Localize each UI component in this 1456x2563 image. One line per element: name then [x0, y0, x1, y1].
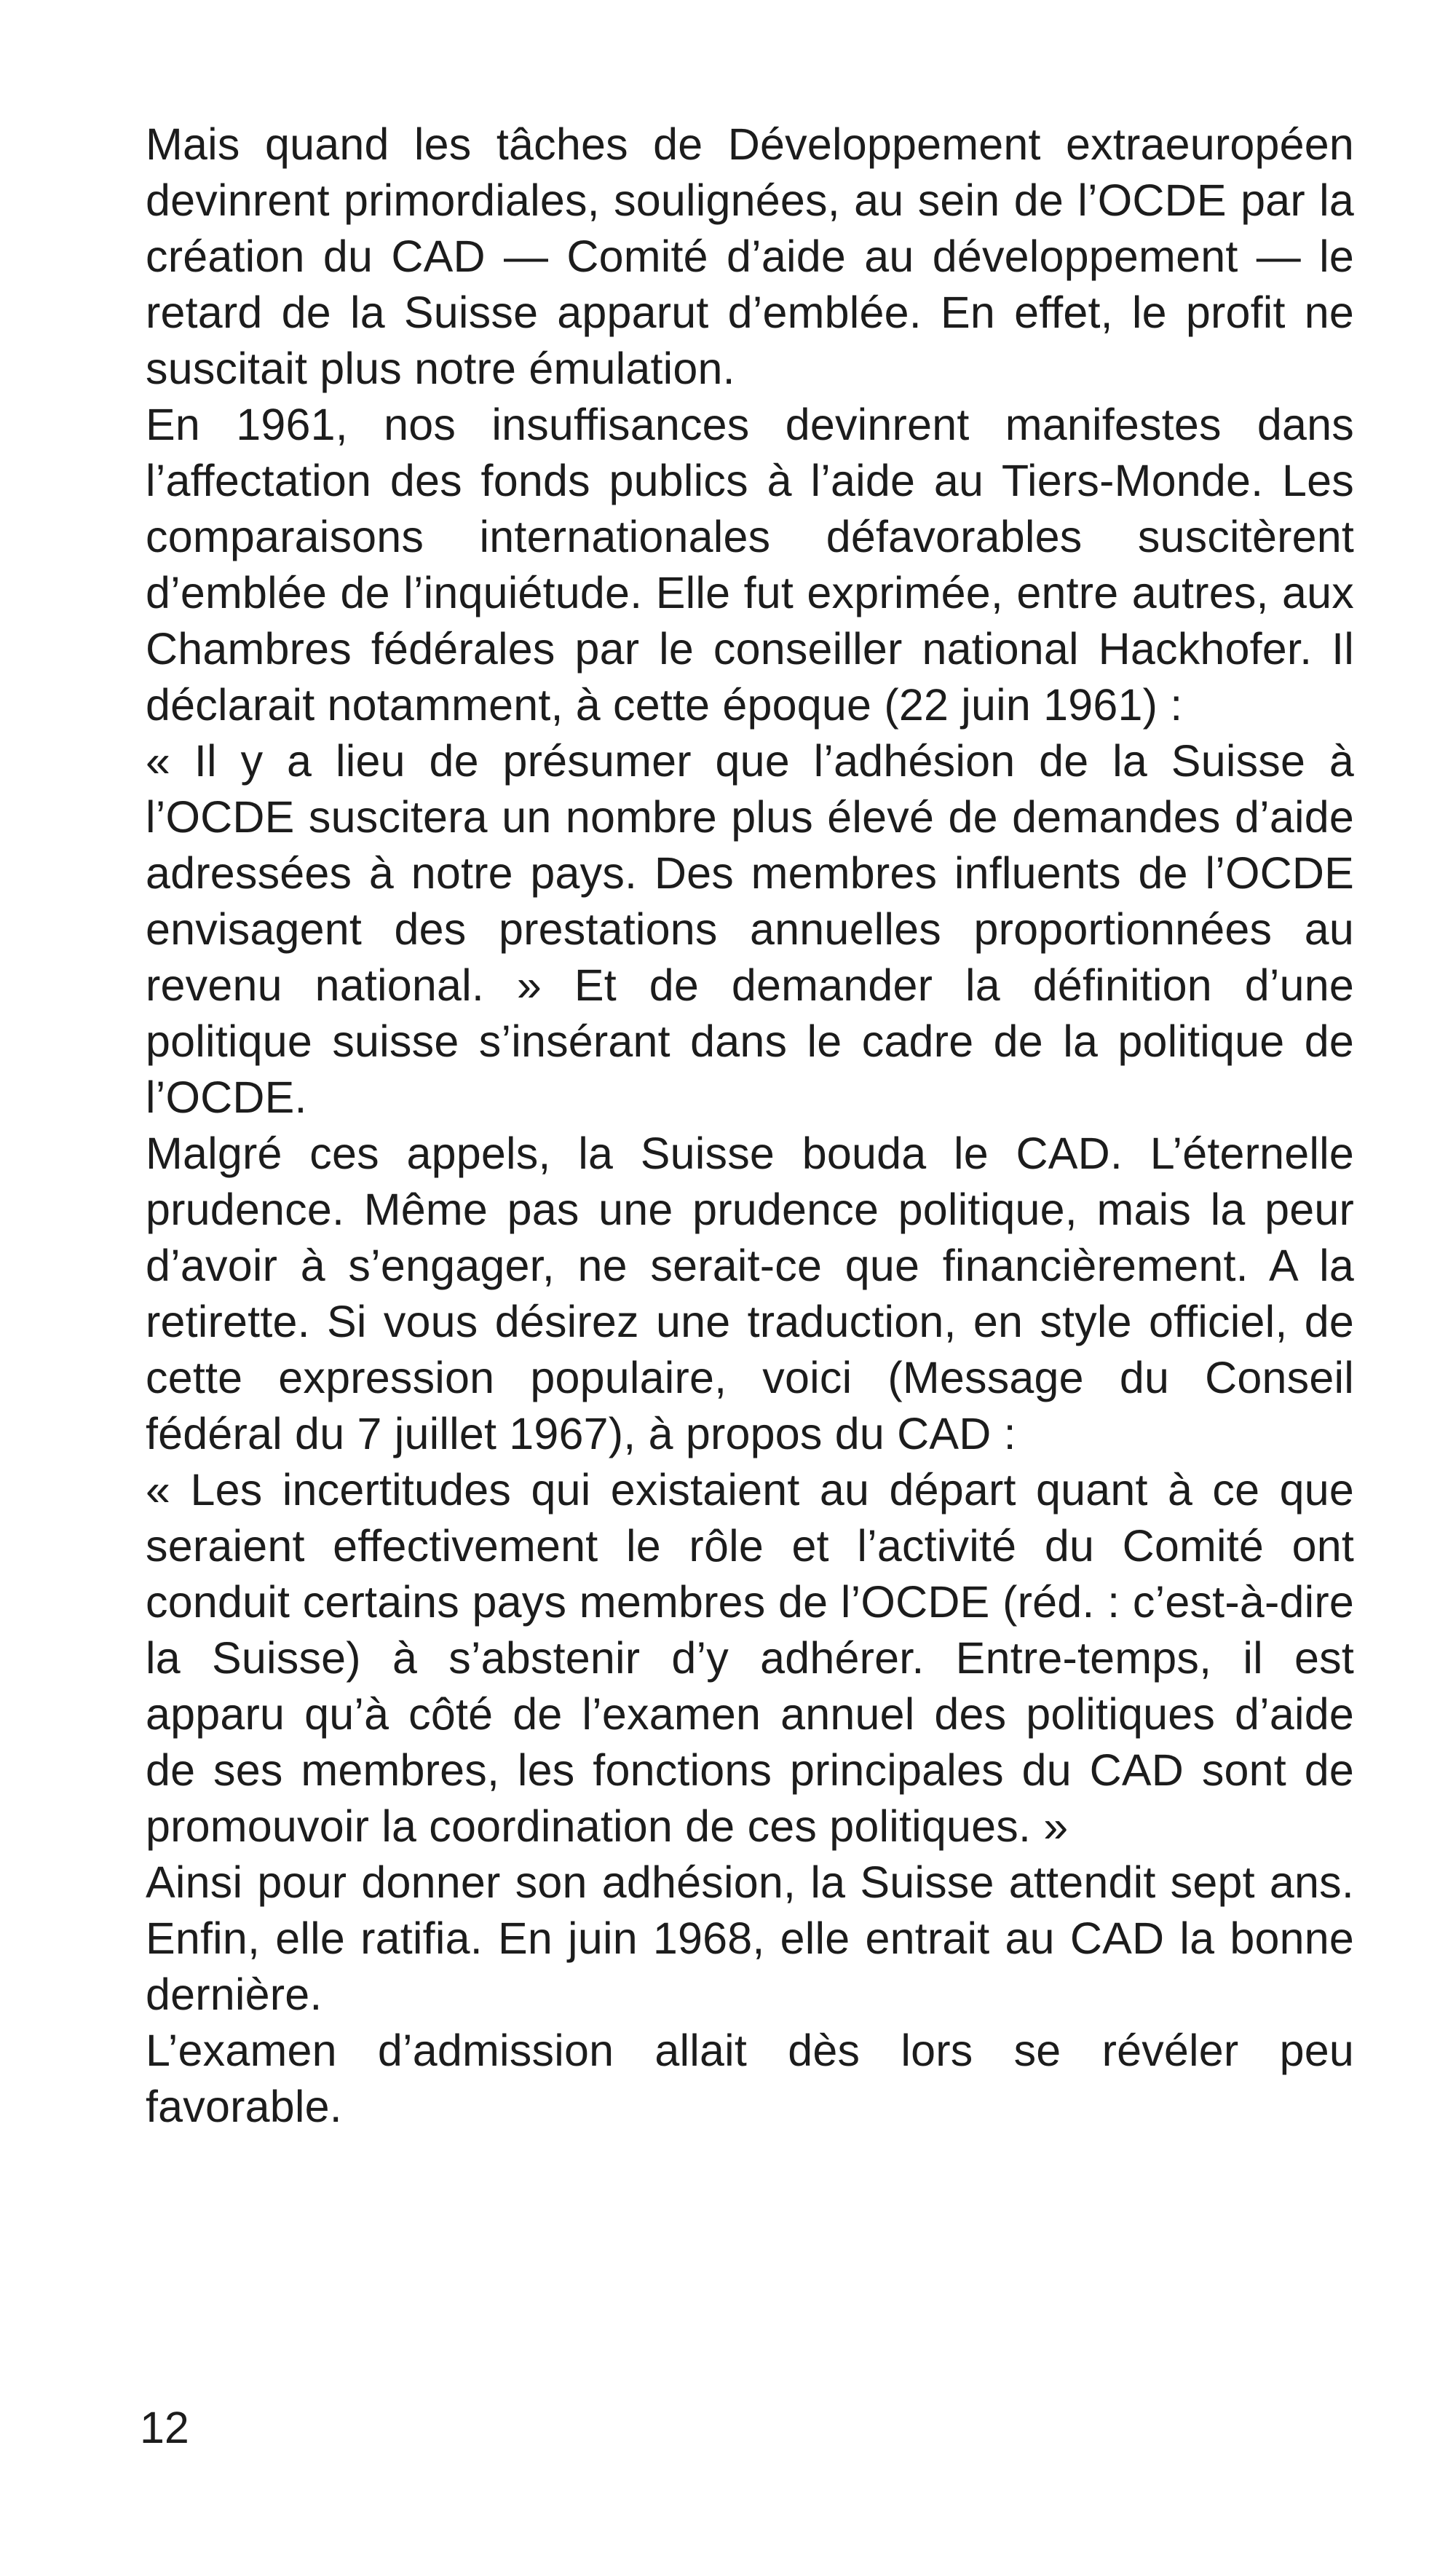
paragraph-7: L’examen d’admission allait dès lors se révéler peu favorable.: [146, 2026, 1354, 2131]
paragraph-2: En 1961, nos insuffisances devinrent manifestes dans l’affectation des fonds publics à l’aide au Tiers-Monde. Les comparaisons internationales défavorables suscitèrent d’emblée de l’inquiétude. Elle fut exprimée, entre autres, aux Chambres fédérales par le conseiller national Hackhofer. Il déclarait notamment, à cette époque (22 juin 1961) :: [146, 400, 1354, 730]
paragraph-6: Ainsi pour donner son adhésion, la Suisse attendit sept ans. Enfin, elle ratifia. En juin 1968, elle entrait au CAD la bonne dernière.: [146, 1857, 1354, 2019]
body-text: [146, 116, 1354, 2135]
paragraph-3-quote: « Il y a lieu de présumer que l’adhésion de la Suisse à l’OCDE suscitera un nombre plus élevé de demandes d’aide adressées à notre pays. Des membres influents de l’OCDE envisagent des prestations annuelles proportionnées au revenu national. » Et de demander la définition d’une politique suisse s’insérant dans le cadre de la politique de l’OCDE.: [146, 736, 1354, 1122]
paragraph-5-quote: « Les incertitudes qui existaient au départ quant à ce que seraient effectivement le rôle et l’activité du Comité ont conduit certains pays membres de l’OCDE (réd. : c’est-à-dire la Suisse) à s’abstenir d’y adhérer. Entre-temps, il est apparu qu’à côté de l’examen annuel des politiques d’aide de ses membres, les fonctions principales du CAD sont de promouvoir la coordination de ces politiques. »: [146, 1465, 1354, 1851]
paragraph-4: Malgré ces appels, la Suisse bouda le CAD. L’éternelle prudence. Même pas une prudence politique, mais la peur d’avoir à s’engager, ne serait-ce que financièrement. A la retirette. Si vous désirez une traduction, en style officiel, de cette expression populaire, voici (Message du Conseil fédéral du 7 juillet 1967), à propos du CAD :: [146, 1129, 1354, 1458]
paragraph-1: Mais quand les tâches de Développement extraeuropéen devinrent primordiales, soulignées, au sein de l’OCDE par la création du CAD — Comité d’aide au développement — le retard de la Suisse apparut d’emblée. En effet, le profit ne suscitait plus notre émulation.: [146, 119, 1354, 393]
page-number: 12: [140, 2403, 189, 2452]
